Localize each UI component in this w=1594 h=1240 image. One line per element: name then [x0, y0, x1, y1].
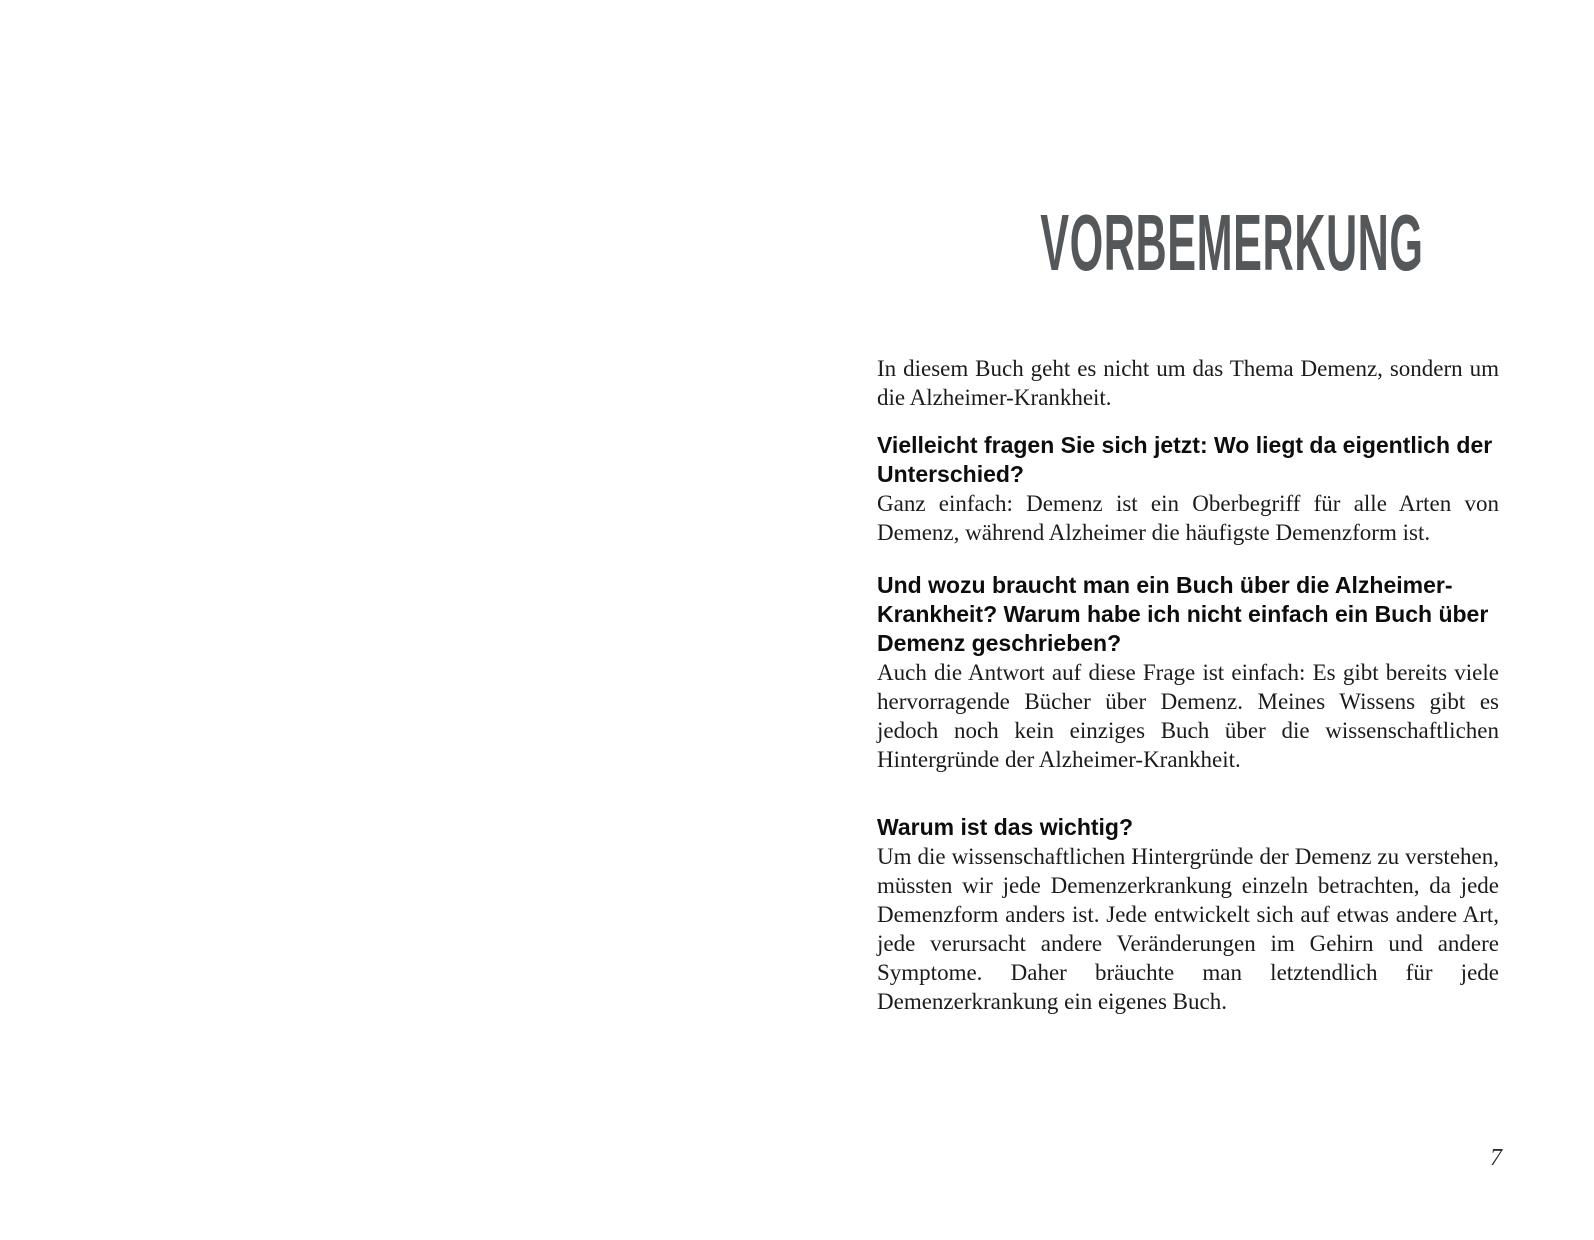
body-paragraph: Auch die Antwort auf diese Frage ist einfach: Es gibt bereits viele hervorragende Bücher über Demenz. Meines Wissens gibt es jedoch noch kein einziges Buch über die wissenschaftlichen Hintergründe der Alzheimer-Krankheit.	[877, 660, 1499, 772]
body-paragraph: Um die wissenschaftlichen Hintergründe der Demenz zu verstehen, müssten wir jede Demenzerkrankung einzeln betrachten, da jede Demenzform anders ist. Jede entwickelt sich auf etwas andere Art, jede verursacht andere Veränderungen im Gehirn und andere Symptome. Daher bräuchte man letztendlich für jede Demenzerkrankung ein eigenes Buch.	[877, 844, 1499, 1014]
body-paragraph: Ganz einfach: Demenz ist ein Oberbegriff für alle Arten von Demenz, während Alzheimer die häufigste Demenzform ist.	[877, 491, 1499, 545]
section-heading: Warum ist das wichtig?	[877, 814, 1134, 840]
page-number: 7	[1490, 1145, 1502, 1171]
chapter-title: VORBEMERKUNG	[1040, 198, 1424, 287]
body-paragraph: In diesem Buch geht es nicht um das Thema Demenz, sondern um die Alzheimer-Krankheit.	[877, 356, 1499, 410]
section-heading: Und wozu braucht man ein Buch über die Alzheimer-Krankheit? Warum habe ich nicht einfach ein Buch über Demenz geschrieben?	[877, 572, 1489, 656]
text-column	[877, 0, 1499, 1016]
chapter-title-wrap	[877, 198, 1499, 287]
section-heading: Vielleicht fragen Sie sich jetzt: Wo liegt da eigentlich der Unterschied?	[877, 432, 1493, 487]
